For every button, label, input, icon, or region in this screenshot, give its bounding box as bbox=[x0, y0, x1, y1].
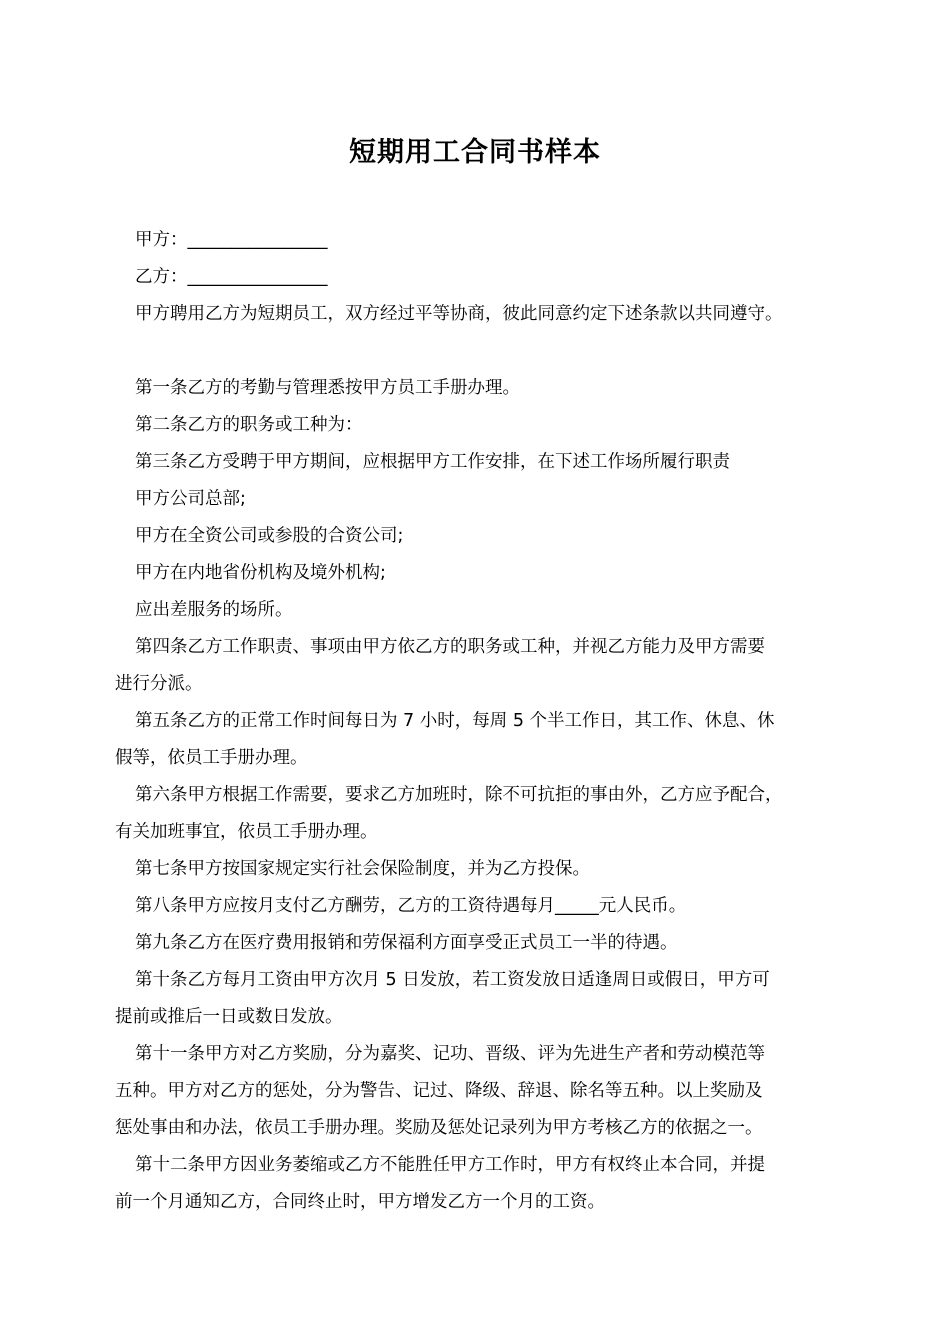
paragraph-line: 第八条甲方应按月支付乙方酬劳，乙方的工资待遇每月_____元人民币。 bbox=[135, 896, 687, 916]
document-body bbox=[115, 222, 850, 1221]
paragraph-line: 进行分派。 bbox=[115, 674, 203, 694]
paragraph-line: 假等，依员工手册办理。 bbox=[115, 748, 308, 768]
paragraph-line: 甲方在内地省份机构及境外机构; bbox=[135, 563, 386, 583]
paragraph-line: 有关加班事宜，依员工手册办理。 bbox=[115, 822, 378, 842]
paragraph-line: 第十二条甲方因业务萎缩或乙方不能胜任甲方工作时，甲方有权终止本合同，并提 bbox=[135, 1155, 765, 1175]
document-title: 短期用工合同书样本 bbox=[349, 137, 601, 168]
blank-line bbox=[115, 333, 850, 370]
paragraph-line: 第六条甲方根据工作需要，要求乙方加班时，除不可抗拒的事由外，乙方应予配合， bbox=[135, 785, 783, 805]
paragraph-line: 应出差服务的场所。 bbox=[135, 600, 293, 620]
paragraph-line: 第四条乙方工作职责、事项由甲方依乙方的职务或工种，并视乙方能力及甲方需要 bbox=[135, 637, 765, 657]
paragraph-line: 惩处事由和办法，依员工手册办理。奖励及惩处记录列为甲方考核乙方的依据之一。 bbox=[115, 1118, 763, 1138]
paragraph-line: 第九条乙方在医疗费用报销和劳保福利方面享受正式员工一半的待遇。 bbox=[135, 933, 678, 953]
paragraph-line: 乙方：________________ bbox=[135, 267, 328, 287]
paragraph-line: 第三条乙方受聘于甲方期间，应根据甲方工作安排，在下述工作场所履行职责 bbox=[135, 452, 730, 472]
paragraph-line: 第十一条甲方对乙方奖励，分为嘉奖、记功、晋级、评为先进生产者和劳动模范等 bbox=[135, 1044, 765, 1064]
paragraph-line: 第一条乙方的考勤与管理悉按甲方员工手册办理。 bbox=[135, 378, 520, 398]
paragraph-line: 第七条甲方按国家规定实行社会保险制度，并为乙方投保。 bbox=[135, 859, 590, 879]
paragraph-line: 第二条乙方的职务或工种为： bbox=[135, 415, 363, 435]
paragraph-line: 甲方聘用乙方为短期员工，双方经过平等协商，彼此同意约定下述条款以共同遵守。 bbox=[135, 304, 783, 324]
paragraph-line: 第五条乙方的正常工作时间每日为 7 小时，每周 5 个半工作日，其工作、休息、休 bbox=[135, 711, 775, 731]
paragraph-line: 甲方在全资公司或参股的合资公司; bbox=[135, 526, 404, 546]
paragraph-line: 第十条乙方每月工资由甲方次月 5 日发放，若工资发放日适逢周日或假日，甲方可 bbox=[135, 970, 770, 990]
paragraph-line: 甲方公司总部; bbox=[135, 489, 246, 509]
paragraph-line: 提前或推后一日或数日发放。 bbox=[115, 1007, 343, 1027]
paragraph-line: 前一个月通知乙方，合同终止时，甲方增发乙方一个月的工资。 bbox=[115, 1192, 605, 1212]
paragraph-line: 五种。甲方对乙方的惩处，分为警告、记过、降级、辞退、除名等五种。以上奖励及 bbox=[115, 1081, 763, 1101]
paragraph-line: 甲方：________________ bbox=[135, 230, 328, 250]
